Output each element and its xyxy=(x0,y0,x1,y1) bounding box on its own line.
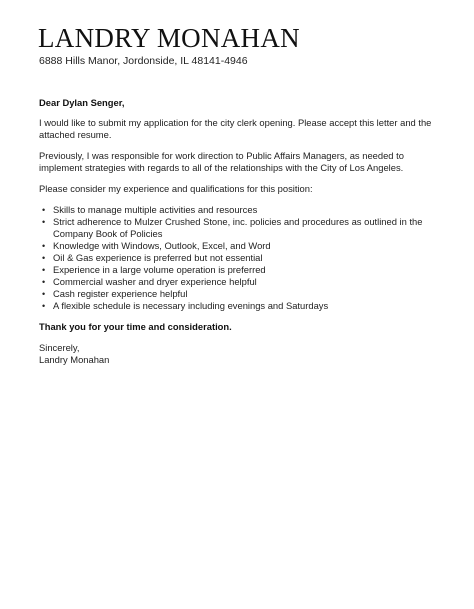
paragraph-qualifications-lead: Please consider my experience and qualifications for this position: xyxy=(39,183,313,194)
list-item xyxy=(42,252,439,264)
list-item-text: Cash register experience helpful xyxy=(53,288,188,299)
applicant-address: 6888 Hills Manor, Jordonside, IL 48141-4946 xyxy=(39,55,248,67)
list-item-text: Experience in a large volume operation is preferred xyxy=(53,264,266,275)
signoff: Sincerely, xyxy=(39,342,80,353)
list-item xyxy=(42,288,439,300)
bullet-icon: • xyxy=(42,301,46,311)
list-item xyxy=(42,240,439,252)
bullet-icon: • xyxy=(42,277,46,287)
list-item-text: Oil & Gas experience is preferred but not essential xyxy=(53,252,263,263)
bullet-icon: • xyxy=(42,265,46,275)
list-item-text: Strict adherence to Mulzer Crushed Stone, inc. policies and procedures as outlined in the Company Book of Policies xyxy=(53,216,423,239)
closing-statement: Thank you for your time and consideration. xyxy=(39,321,232,332)
bullet-icon: • xyxy=(42,253,46,263)
applicant-name: LANDRY MONAHAN xyxy=(38,23,300,53)
list-item-text: Commercial washer and dryer experience helpful xyxy=(53,276,257,287)
paragraph-experience: Previously, I was responsible for work direction to Public Affairs Managers, as needed to implement strategies with regards to all of the relationships with the City of Los Angeles. xyxy=(39,150,404,173)
bullet-icon: • xyxy=(42,217,46,227)
qualifications-list xyxy=(39,204,439,312)
list-item-text: Knowledge with Windows, Outlook, Excel, and Word xyxy=(53,240,271,251)
bullet-icon: • xyxy=(42,289,46,299)
list-item xyxy=(42,264,439,276)
list-item xyxy=(42,204,439,216)
letter-body xyxy=(39,97,439,366)
bullet-icon: • xyxy=(42,205,46,215)
list-item xyxy=(42,276,439,288)
bullet-icon: • xyxy=(42,241,46,251)
list-item-text: A flexible schedule is necessary including evenings and Saturdays xyxy=(53,300,329,311)
signature-name: Landry Monahan xyxy=(39,354,110,365)
paragraph-intro: I would like to submit my application for the city clerk opening. Please accept this letter and the attached resume. xyxy=(39,117,432,140)
greeting: Dear Dylan Senger, xyxy=(39,97,125,108)
list-item xyxy=(42,300,439,312)
list-item-text: Skills to manage multiple activities and resources xyxy=(53,204,258,215)
list-item xyxy=(42,216,439,240)
